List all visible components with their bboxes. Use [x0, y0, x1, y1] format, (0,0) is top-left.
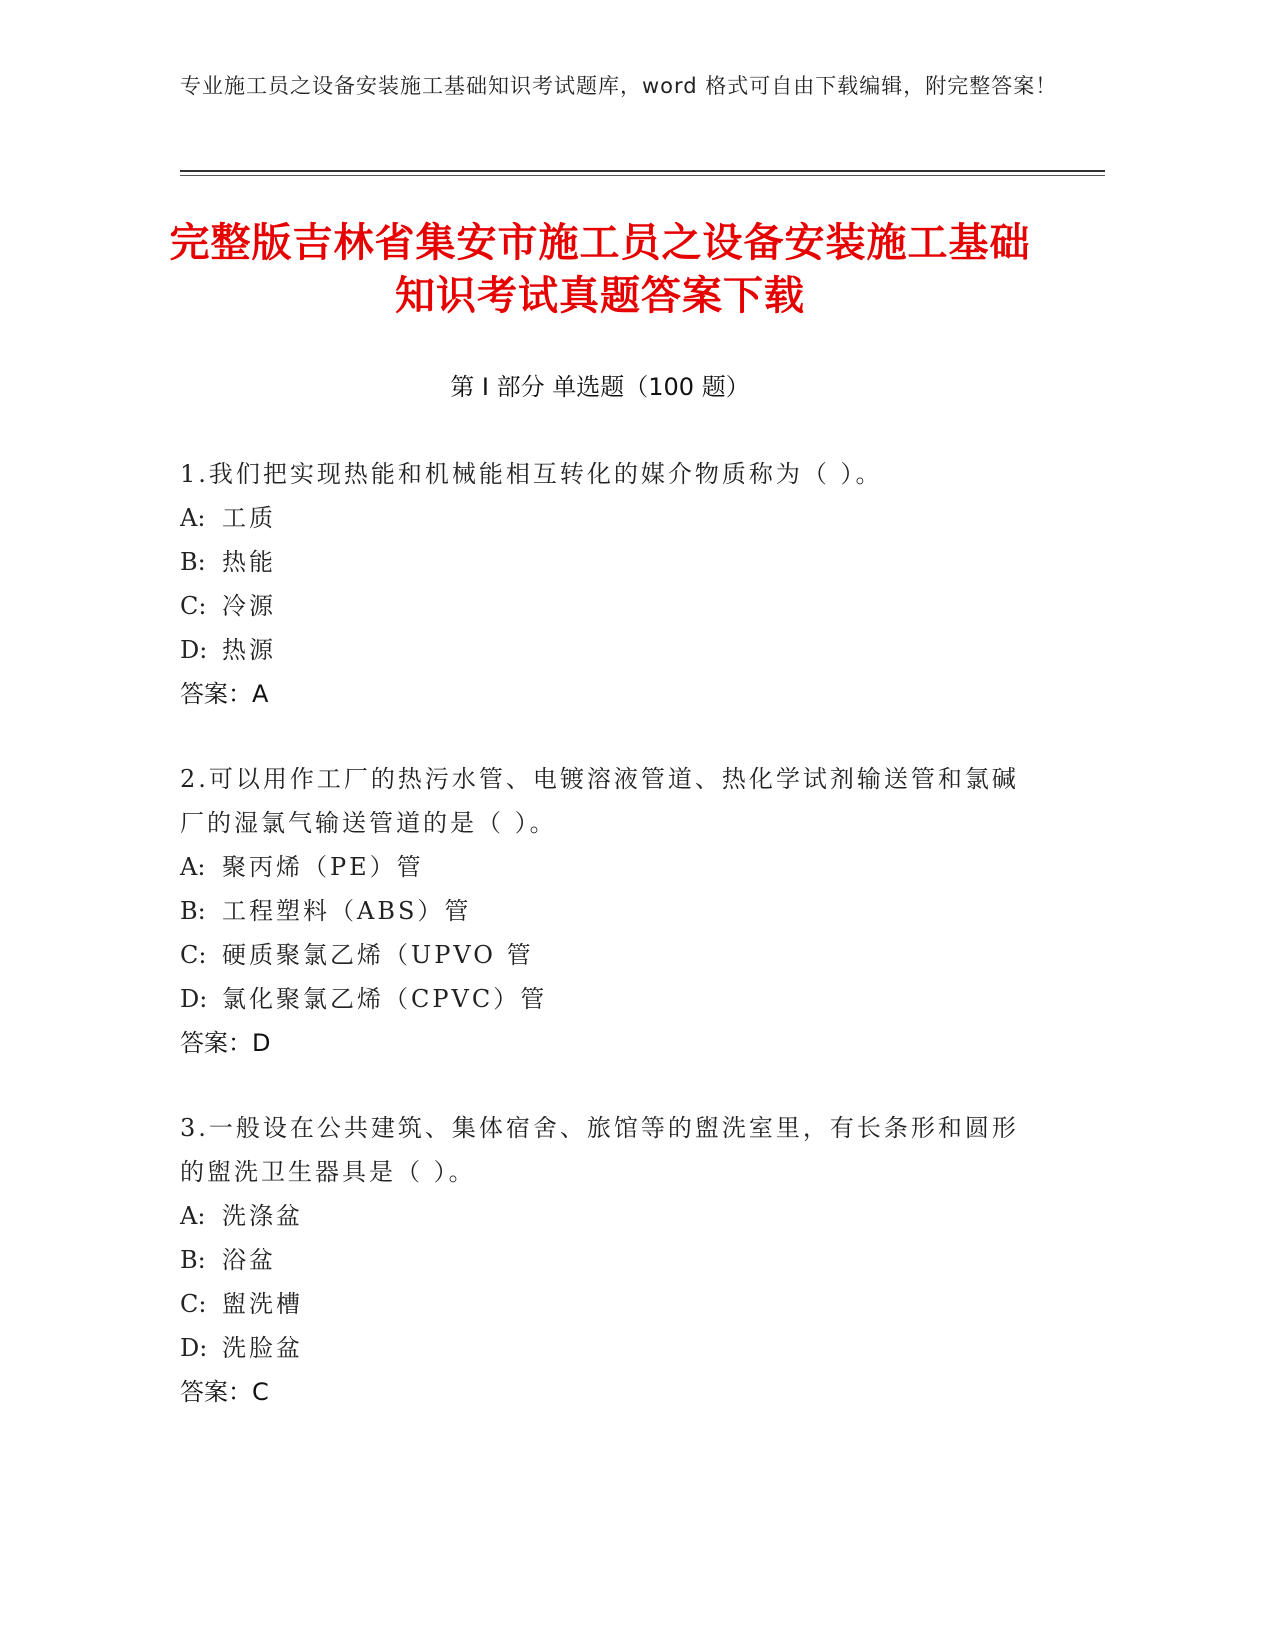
- option-text: 热源: [222, 636, 276, 664]
- option-letter: A:: [180, 853, 206, 881]
- answer-line: 答案：A: [180, 680, 269, 708]
- option-a: [180, 1194, 1040, 1238]
- answer-line: 答案：C: [180, 1378, 269, 1406]
- option-text: 聚丙烯（PE）管: [222, 853, 424, 881]
- option-text: 氯化聚氯乙烯（CPVC）管: [222, 985, 548, 1013]
- option-text: 浴盆: [222, 1246, 276, 1274]
- question-3: [180, 1106, 1040, 1414]
- question-2: [180, 757, 1040, 1065]
- option-d: [180, 1326, 1040, 1370]
- section-title: 第 I 部分 单选题（100 题）: [450, 373, 750, 401]
- header-divider-thin: [180, 175, 1105, 176]
- option-b: [180, 889, 1040, 933]
- option-b: [180, 540, 1040, 584]
- option-a: [180, 845, 1040, 889]
- option-letter: C:: [180, 1290, 207, 1318]
- option-text: 盥洗槽: [222, 1290, 303, 1318]
- question-text: 3.一般设在公共建筑、集体宿舍、旅馆等的盥洗室里，有长条形和圆形的盥洗卫生器具是（ ）。: [180, 1114, 1019, 1186]
- question-list: [180, 452, 1040, 1455]
- document-title: 完整版吉林省集安市施工员之设备安装施工基础知识考试真题答案下载: [169, 220, 1031, 319]
- option-text: 工程塑料（ABS）管: [222, 897, 472, 925]
- option-letter: B:: [180, 897, 206, 925]
- option-d: [180, 628, 1040, 672]
- option-a: [180, 496, 1040, 540]
- option-letter: B:: [180, 548, 206, 576]
- option-b: [180, 1238, 1040, 1282]
- option-text: 洗脸盆: [222, 1334, 303, 1362]
- option-c: [180, 1282, 1040, 1326]
- option-text: 洗涤盆: [222, 1202, 303, 1230]
- option-letter: C:: [180, 941, 207, 969]
- question-1: [180, 452, 1040, 716]
- option-c: [180, 933, 1040, 977]
- option-c: [180, 584, 1040, 628]
- option-letter: D:: [180, 1334, 208, 1362]
- option-text: 热能: [222, 548, 276, 576]
- question-text: 2.可以用作工厂的热污水管、电镀溶液管道、热化学试剂输送管和氯碱厂的湿氯气输送管道的是（ ）。: [180, 765, 1019, 837]
- option-text: 硬质聚氯乙烯（UPVO 管: [222, 941, 534, 969]
- option-letter: A:: [180, 1202, 206, 1230]
- option-letter: A:: [180, 504, 206, 532]
- option-text: 冷源: [222, 592, 276, 620]
- option-text: 工质: [222, 504, 276, 532]
- option-letter: D:: [180, 636, 208, 664]
- option-d: [180, 977, 1040, 1021]
- option-letter: C:: [180, 592, 207, 620]
- question-text: 1.我们把实现热能和机械能相互转化的媒介物质称为（ ）。: [180, 460, 883, 488]
- option-letter: B:: [180, 1246, 206, 1274]
- answer-line: 答案：D: [180, 1029, 271, 1057]
- header-divider-thick: [180, 170, 1105, 172]
- option-letter: D:: [180, 985, 208, 1013]
- header-note: 专业施工员之设备安装施工基础知识考试题库，word 格式可自由下载编辑，附完整答案！: [180, 74, 1058, 98]
